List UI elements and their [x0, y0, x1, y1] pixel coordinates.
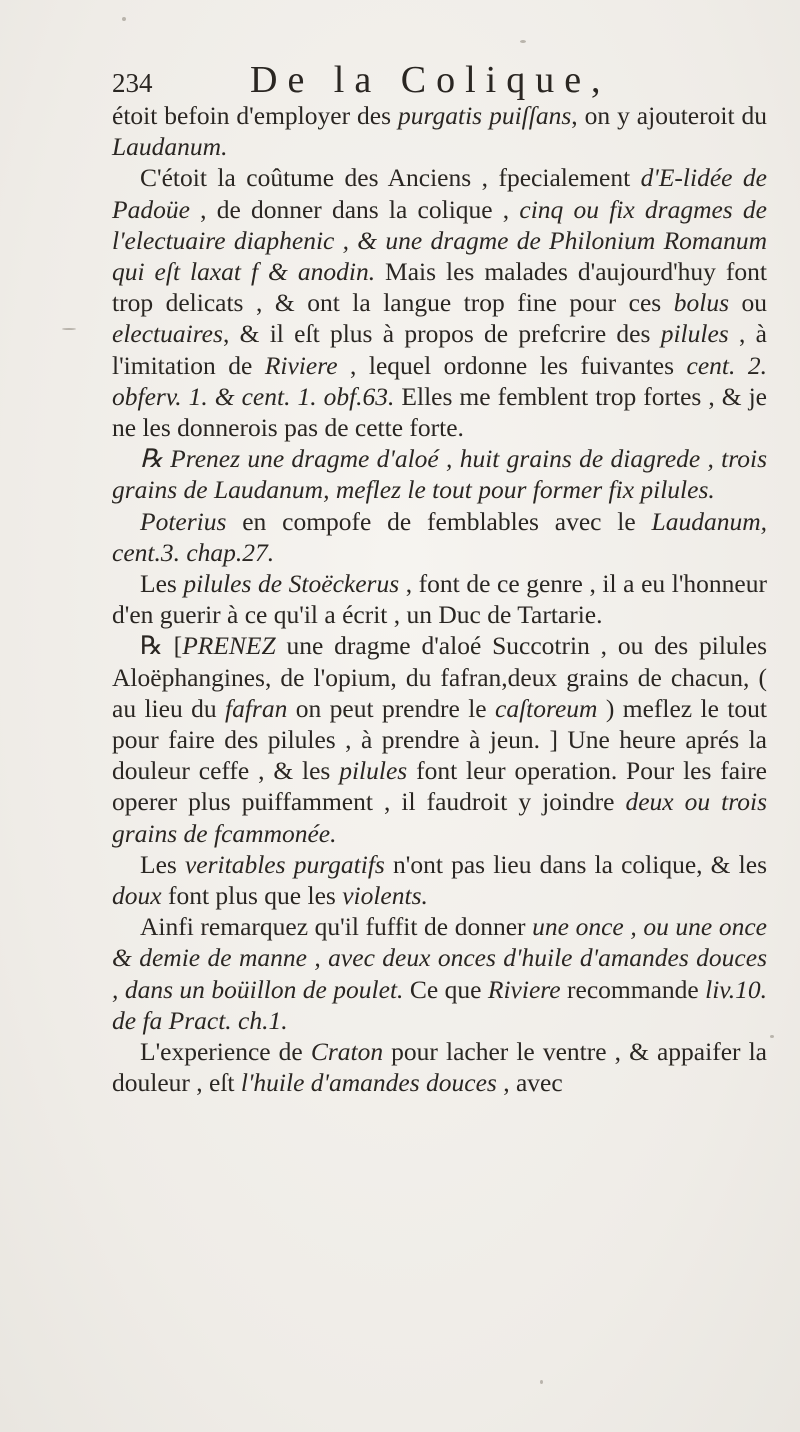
paragraph-4 [112, 506, 767, 568]
italic-run: PRENEZ [182, 631, 276, 661]
text-run: pour lacher le ventre , & appaifer la douleur , eſt [112, 1037, 767, 1098]
italic-run: violents. [342, 881, 428, 911]
text-run: Les [140, 569, 184, 599]
paragraph-9 [112, 1036, 767, 1098]
text-run: L'experience de [140, 1037, 311, 1067]
text-run: , font de ce genre , il a eu l'honneur d'en guerir à ce qu'il a écrit , un Duc de Tartarie. [112, 569, 767, 630]
italic-run: Riviere [264, 350, 338, 380]
text-run: ℞ [ [140, 631, 183, 661]
text-run: étoit befoin d'employer des [112, 101, 399, 130]
italic-run: Craton [310, 1037, 384, 1067]
italic-run: liv.10. de fa Pract. ch.1. [112, 974, 767, 1035]
italic-run: Laudanum. [112, 132, 228, 162]
italic-run: doux [112, 881, 162, 911]
italic-run: ℞ Prenez une dragme d'aloé , huit grains de diagrede , trois grains de Laudanum, meflez le tout pour former fix pilules. [112, 444, 767, 505]
text-run: Mais les malades d'aujourd'huy font trop delicats , & ont la langue trop fine pour ces [112, 257, 767, 318]
text-run: C'étoit la coûtume des Anciens , fpecialement [140, 163, 641, 193]
italic-run: pilules [339, 756, 408, 786]
paragraph-6-recipe [112, 630, 767, 848]
paragraph-8 [112, 911, 767, 1036]
text-run: ) meflez le tout pour faire des pilules , à prendre à jeun. ] Une heure aprés la douleur ceffe , & les [112, 693, 767, 786]
text-run: recommande [560, 974, 706, 1004]
text-run: ou [729, 288, 768, 318]
text-run: Elles me femblent trop fortes , & je ne les donnerois pas de cette forte. [112, 381, 767, 443]
paper-speck [540, 1380, 543, 1384]
text-run: , on y ajouteroit du [571, 101, 768, 130]
text-run: Les [140, 849, 185, 879]
text-run: , lequel ordonne les fuivantes [337, 350, 687, 380]
text-run: , de donner dans la colique , [189, 194, 520, 224]
italic-run: deux ou trois grains de fcammonée. [112, 787, 767, 848]
italic-run: bolus [673, 288, 729, 318]
italic-run: cinq ou fix dragmes de l'electuaire diaphenic , & une dragme de Philonium Romanum qui eſt laxat f & anodin. [112, 194, 768, 287]
paper-speck [770, 1035, 774, 1038]
italic-run: pilules [660, 319, 729, 349]
text-run: en compofe de femblables avec le [226, 506, 652, 536]
italic-run: caſtoreum [495, 693, 598, 723]
text-run: on peut prendre le [287, 693, 496, 723]
paragraph-2 [112, 162, 767, 443]
text-run: Ce que [403, 974, 488, 1004]
text-run: , à l'imitation de [112, 319, 767, 380]
text-run: , avec [496, 1068, 563, 1098]
paper-speck [520, 40, 526, 43]
italic-run: electuaires [112, 319, 223, 349]
text-run: une dragme d'aloé Succotrin , ou des pilules Aloëphangines, de l'opium, du fafran,deux grains de chacun, ( au lieu du [112, 631, 767, 723]
italic-run: cent. 2. obferv. 1. & cent. 1. obf.63. [112, 350, 767, 411]
italic-run: Poterius [140, 506, 227, 536]
text-run: font leur operation. Pour les faire operer plus puiffamment , il faudroit y joindre [112, 756, 767, 817]
paragraph-5 [112, 568, 767, 630]
italic-run: l'huile d'amandes douces [240, 1068, 497, 1098]
paper-speck [122, 17, 126, 21]
page-body [112, 100, 767, 1099]
italic-run: Laudanum, cent.3. chap.27. [112, 506, 767, 567]
italic-run: Riviere [487, 974, 561, 1004]
paragraph-1 [112, 100, 767, 162]
italic-run: d'E-lidée de Padoüe [112, 163, 767, 224]
paper-speck [62, 328, 76, 330]
italic-run: veritables purgatifs [184, 849, 385, 879]
text-run: n'ont pas lieu dans la colique, & les [384, 849, 767, 879]
page-number: 234 [112, 68, 153, 98]
italic-run: une once , ou une once & demie de manne , avec deux onces d'huile d'amandes douces , dans un boüillon de poulet. [112, 912, 767, 1004]
text-run: , & il eſt plus à propos de prefcrire des [222, 319, 661, 349]
running-title: De la Colique, [250, 59, 611, 101]
italic-run: fafran [225, 693, 288, 723]
italic-run: pilules de Stoëckerus [183, 569, 400, 599]
text-run: Ainfi remarquez qu'il fuffit de donner [140, 912, 533, 942]
italic-run: purgatis puiſſans [398, 101, 572, 130]
text-run: font plus que les [161, 881, 343, 911]
paragraph-3-recipe [112, 443, 767, 505]
paragraph-7 [112, 849, 767, 911]
running-header [112, 58, 752, 101]
